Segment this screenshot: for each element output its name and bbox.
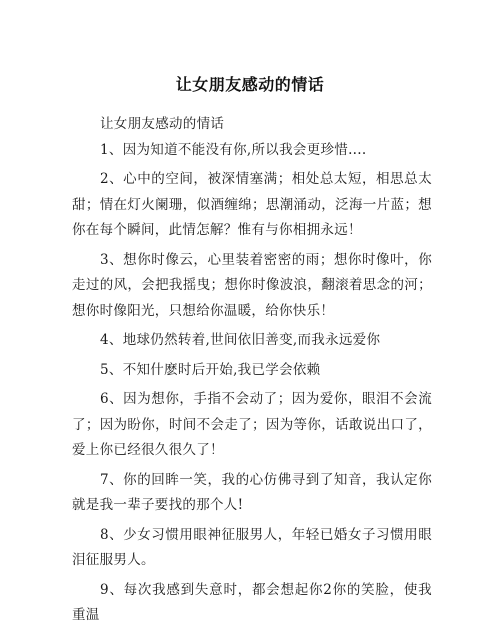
paragraph-4: 4、地球仍然转着,世间依旧善变,而我永远爱你 xyxy=(100,332,381,348)
paragraph-2: 2、心中的空间，被深情塞满；相处总太短，相思总太甜；情在灯火阑珊，似酒缠绵；思潮涌动，泛海一片蓝；想你在每个瞬间，此情怎解？惟有与你相拥永远！ xyxy=(72,171,432,238)
document-title: 让女朋友感动的情话 xyxy=(175,75,325,94)
paragraph-3: 3、想你时像云，心里装着密密的雨；想你时像叶，你走过的风，会把我摇曳；想你时像波浪，翻滚着思念的河；想你时像阳光，只想给你温暖，给你快乐！ xyxy=(72,251,432,319)
paragraph-6: 6、因为想你，手指不会动了；因为爱你，眼泪不会流了；因为盼你，时间不会走了；因为等你，话敢说出口了，爱上你已经很久很久了！ xyxy=(72,391,432,458)
paragraph-9: 9、每次我感到失意时，都会想起你2你的笑脸，使我重温 xyxy=(72,581,432,623)
paragraph-5: 5、不知什麽时后开始,我已学会依赖 xyxy=(100,361,321,378)
document-body xyxy=(72,112,432,633)
paragraph-8: 8、少女习惯用眼神征服男人，年轻已婚女子习惯用眼泪征服男人。 xyxy=(72,526,432,568)
paragraph-1: 1、因为知道不能没有你,所以我会更珍惜.... xyxy=(100,141,367,158)
document-subtitle: 让女朋友感动的情话 xyxy=(100,116,225,132)
paragraph-7: 7、你的回眸一笑，我的心仿佛寻到了知音，我认定你就是我一辈子要找的那个人! xyxy=(72,471,432,513)
